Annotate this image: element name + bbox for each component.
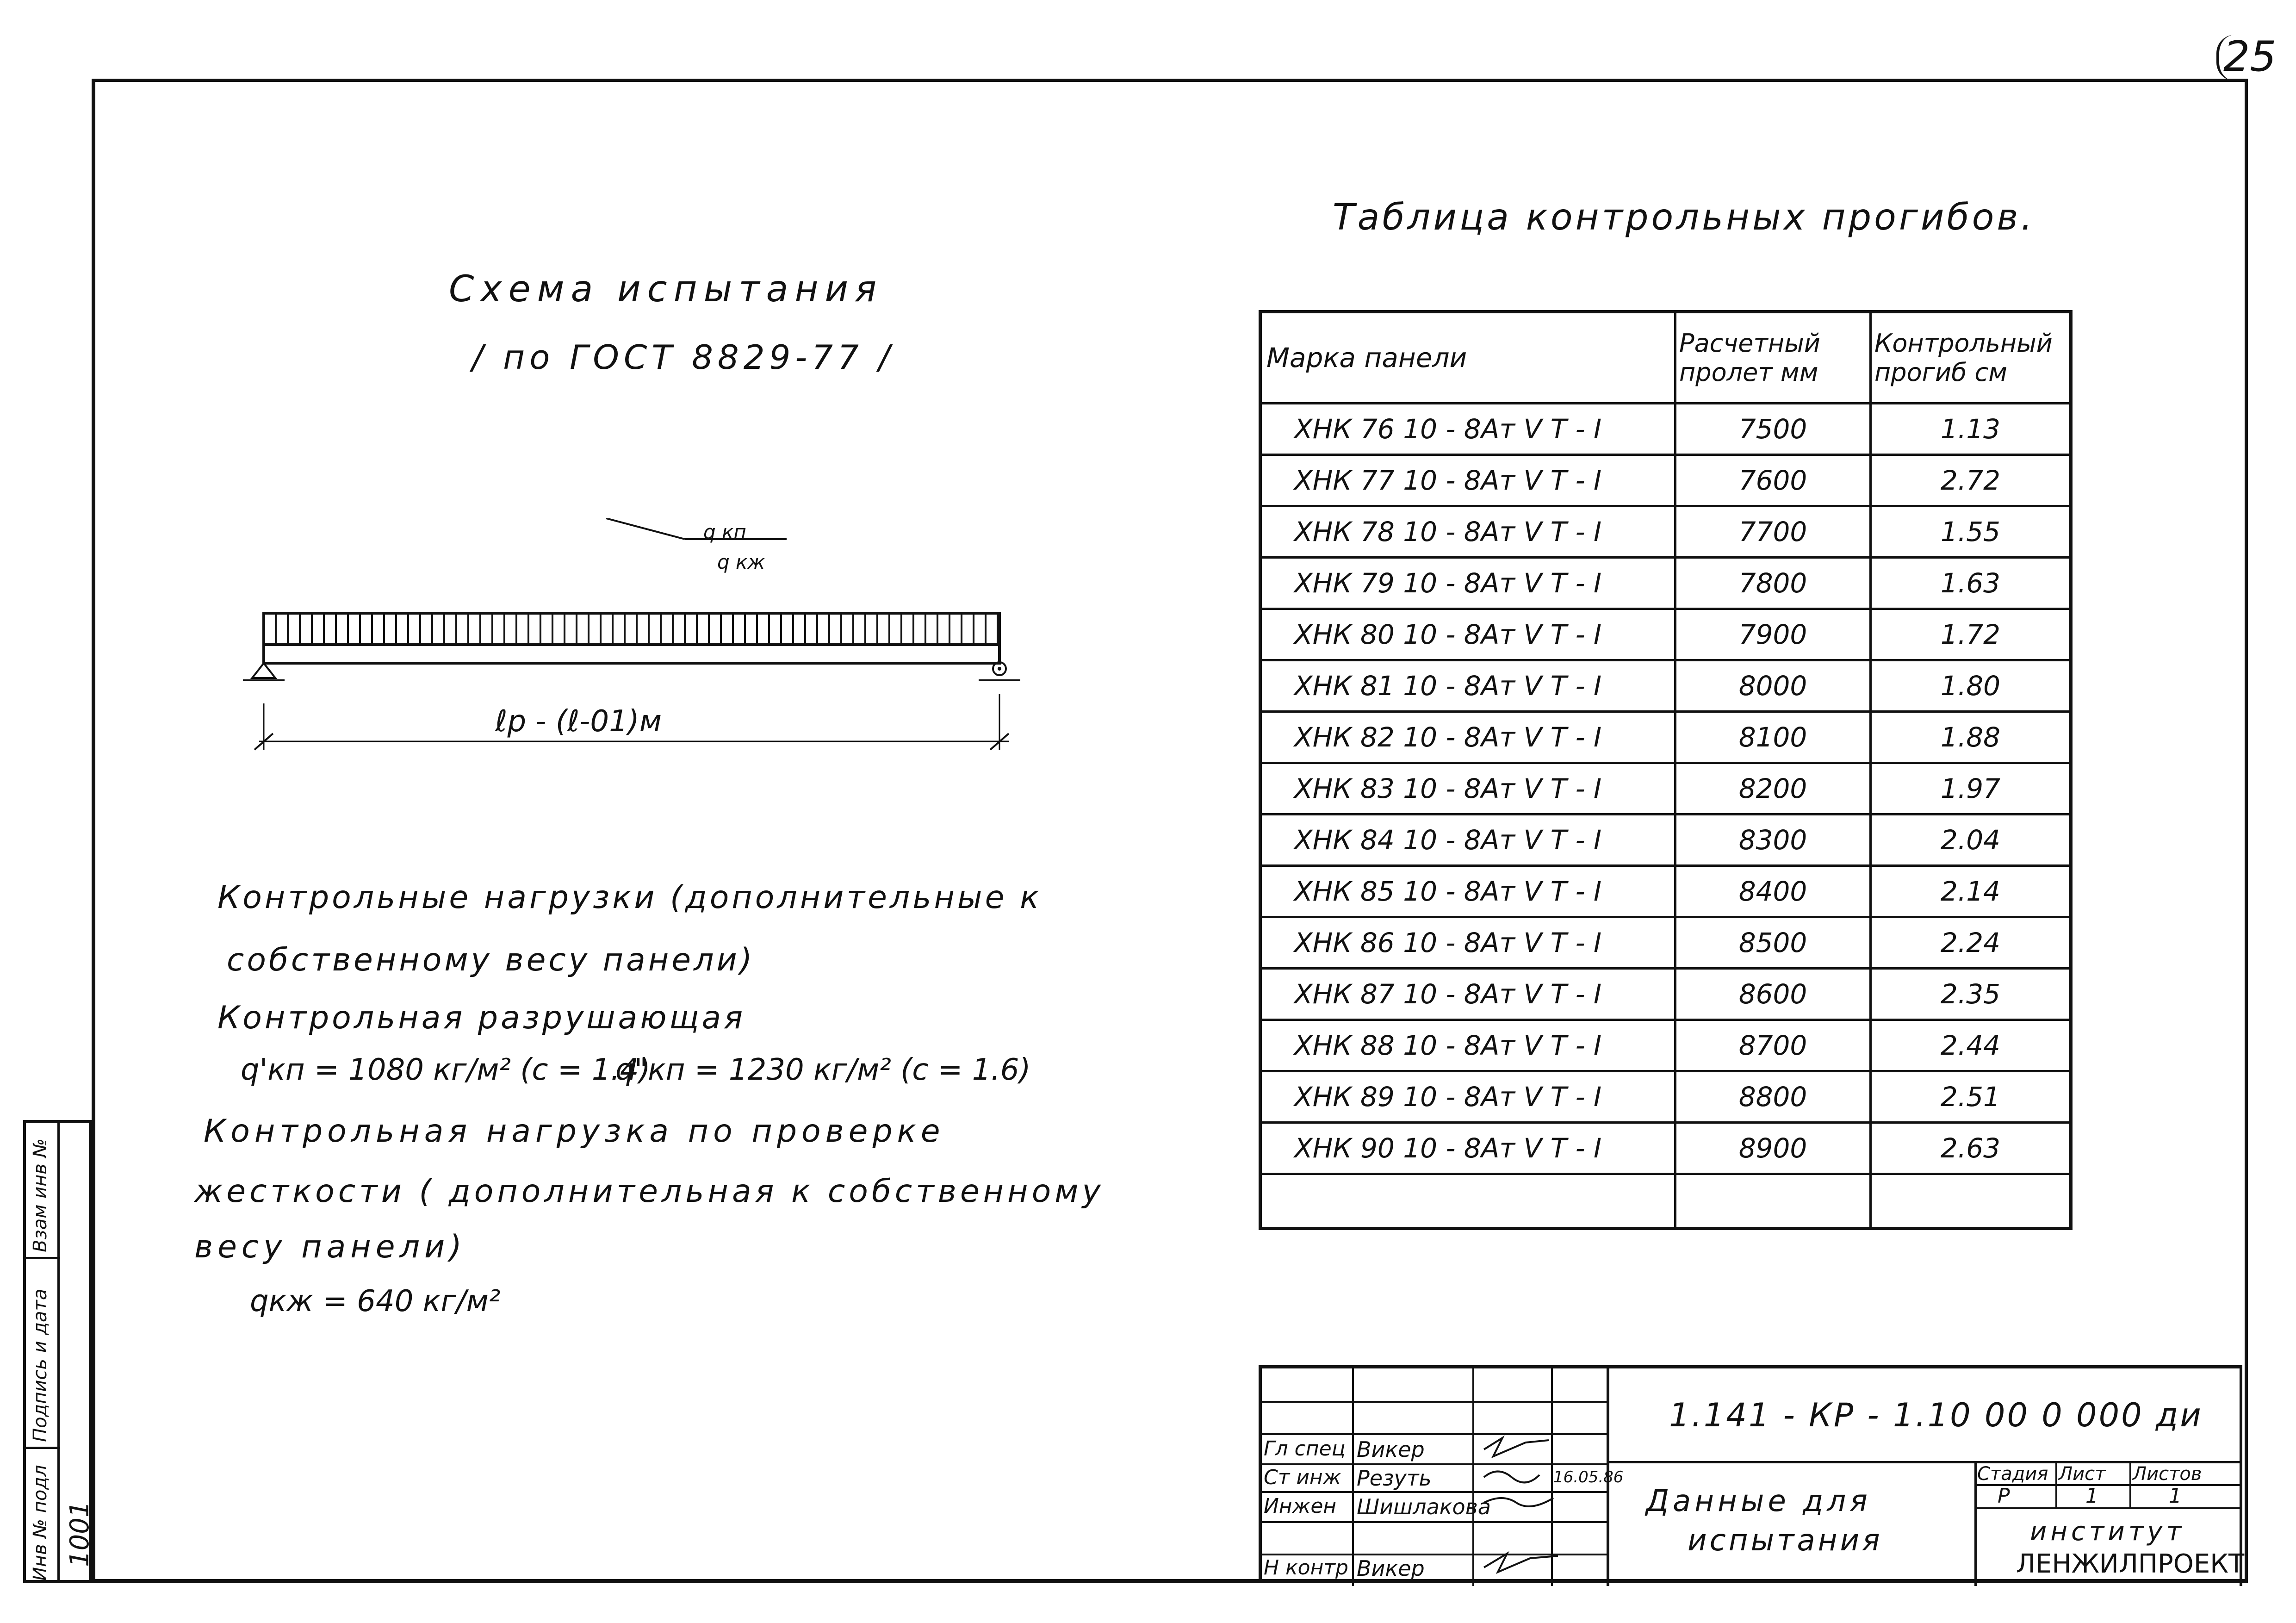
table-row <box>1260 455 2071 506</box>
cell-mark: ХНК 79 10 - 8Ат V Т - I <box>1260 558 1675 609</box>
signer-role: Ст инж <box>1264 1466 1341 1489</box>
cell-deflection: 2.51 <box>1871 1071 2071 1123</box>
beam-diagram <box>231 518 1064 777</box>
span-label: ℓр - (ℓ-01)м <box>490 704 666 739</box>
header-mark: Марка панели <box>1260 312 1675 404</box>
cell-mark: ХНК 78 10 - 8Ат V Т - I <box>1260 506 1675 558</box>
side-stamp <box>23 1120 95 1583</box>
load-label-bottom: q кж <box>717 551 765 573</box>
cell-deflection: 2.35 <box>1871 969 2071 1020</box>
cell-empty <box>1871 1174 2071 1229</box>
cell-span: 7600 <box>1675 455 1871 506</box>
table-row <box>1260 866 2071 917</box>
cell-deflection: 2.63 <box>1871 1123 2071 1174</box>
cell-deflection: 1.13 <box>1871 404 2071 455</box>
formula-stiffness: qкж = 640 кг/м² <box>250 1284 501 1318</box>
cell-span: 8200 <box>1675 763 1871 815</box>
cell-span: 8500 <box>1675 917 1871 969</box>
table-row <box>1260 1071 2071 1123</box>
cell-span: 7500 <box>1675 404 1871 455</box>
page-number: 25 <box>2223 32 2277 81</box>
table-row <box>1260 969 2071 1020</box>
cell-span: 8900 <box>1675 1123 1871 1174</box>
signature-marks <box>1475 1433 1604 1586</box>
scheme-title: Схема испытания <box>449 268 883 310</box>
org-line1: институт <box>2030 1517 2185 1547</box>
table-row-empty <box>1260 1174 2071 1229</box>
cell-mark: ХНК 81 10 - 8Ат V Т - I <box>1260 660 1675 712</box>
sheets-value: 1 <box>2169 1484 2182 1508</box>
load-label-top: q кп <box>703 521 746 543</box>
cell-mark: ХНК 83 10 - 8Ат V Т - I <box>1260 763 1675 815</box>
cell-deflection: 1.72 <box>1871 609 2071 660</box>
cell-mark: ХНК 82 10 - 8Ат V Т - I <box>1260 712 1675 763</box>
cell-span: 8700 <box>1675 1020 1871 1071</box>
header-deflection: Контрольный прогиб см <box>1871 312 2071 404</box>
table-row <box>1260 609 2071 660</box>
doc-code: 1.141 - КР - 1.10 00 0 000 ди <box>1669 1396 2203 1434</box>
notes-line2: собственному весу панели) <box>227 942 755 978</box>
cell-span: 7900 <box>1675 609 1871 660</box>
notes-line3: Контрольная разрушающая <box>217 1000 746 1036</box>
signer-name: Викер <box>1357 1437 1425 1462</box>
sheet-label: Лист <box>2059 1463 2106 1485</box>
table-row <box>1260 917 2071 969</box>
table-row <box>1260 558 2071 609</box>
signer-role: Гл спец <box>1264 1437 1346 1461</box>
notes-line6: весу панели) <box>194 1229 466 1265</box>
signer-name: Шишлакова <box>1357 1494 1491 1519</box>
deflection-table <box>1259 310 2073 1230</box>
org-line2: ЛЕНЖИЛПРОЕКТ <box>2016 1549 2245 1579</box>
signer-date: 16.05.86 <box>1553 1468 1624 1486</box>
cell-deflection: 1.63 <box>1871 558 2071 609</box>
scheme-subtitle: / по ГОСТ 8829-77 / <box>472 338 895 377</box>
table-row <box>1260 763 2071 815</box>
cell-mark: ХНК 76 10 - 8Ат V Т - I <box>1260 404 1675 455</box>
cell-deflection: 2.24 <box>1871 917 2071 969</box>
cell-deflection: 2.44 <box>1871 1020 2071 1071</box>
title-block <box>1259 1365 2245 1583</box>
cell-span: 8600 <box>1675 969 1871 1020</box>
cell-deflection: 2.14 <box>1871 866 2071 917</box>
cell-span: 8300 <box>1675 815 1871 866</box>
table-row <box>1260 506 2071 558</box>
cell-empty <box>1675 1174 1871 1229</box>
cell-mark: ХНК 77 10 - 8Ат V Т - I <box>1260 455 1675 506</box>
cell-deflection: 1.55 <box>1871 506 2071 558</box>
cell-mark: ХНК 85 10 - 8Ат V Т - I <box>1260 866 1675 917</box>
side-stamp-inv: Инв № подл <box>30 1465 51 1581</box>
table-row <box>1260 712 2071 763</box>
table-title: Таблица контрольных прогибов. <box>1333 197 2035 238</box>
cell-span: 8400 <box>1675 866 1871 917</box>
side-stamp-sign: Подпись и дата <box>30 1288 51 1442</box>
table-row <box>1260 660 2071 712</box>
cell-deflection: 1.80 <box>1871 660 2071 712</box>
cell-mark: ХНК 86 10 - 8Ат V Т - I <box>1260 917 1675 969</box>
cell-mark: ХНК 84 10 - 8Ат V Т - I <box>1260 815 1675 866</box>
cell-span: 8100 <box>1675 712 1871 763</box>
side-stamp-inv-value: 1001 <box>65 1501 95 1567</box>
cell-mark: ХНК 87 10 - 8Ат V Т - I <box>1260 969 1675 1020</box>
cell-span: 7800 <box>1675 558 1871 609</box>
signer-name: Резуть <box>1357 1466 1432 1491</box>
cell-mark: ХНК 89 10 - 8Ат V Т - I <box>1260 1071 1675 1123</box>
cell-deflection: 1.88 <box>1871 712 2071 763</box>
table-row <box>1260 404 2071 455</box>
cell-empty <box>1260 1174 1675 1229</box>
signer-role: Инжен <box>1264 1494 1337 1518</box>
table-row <box>1260 1020 2071 1071</box>
doc-title-line1: Данные для <box>1646 1484 1871 1518</box>
sheets-label: Листов <box>2133 1463 2202 1485</box>
header-span: Расчетный пролет мм <box>1675 312 1871 404</box>
table-row <box>1260 1123 2071 1174</box>
signer-name: Викер <box>1357 1556 1425 1581</box>
stage-label: Стадия <box>1977 1463 2048 1485</box>
cell-deflection: 1.97 <box>1871 763 2071 815</box>
formula-destructive-1: q'кп = 1080 кг/м² (с = 1.4) <box>241 1053 651 1087</box>
cell-span: 8000 <box>1675 660 1871 712</box>
signer-role: Н контр <box>1264 1556 1348 1579</box>
formula-destructive-2: q"кп = 1230 кг/м² (с = 1.6) <box>615 1053 1031 1087</box>
cell-span: 7700 <box>1675 506 1871 558</box>
cell-mark: ХНК 80 10 - 8Ат V Т - I <box>1260 609 1675 660</box>
doc-title-line2: испытания <box>1688 1524 1883 1558</box>
cell-span: 8800 <box>1675 1071 1871 1123</box>
side-stamp-replace: Взам инв № <box>30 1138 51 1252</box>
cell-deflection: 2.72 <box>1871 455 2071 506</box>
cell-mark: ХНК 90 10 - 8Ат V Т - I <box>1260 1123 1675 1174</box>
notes-line1: Контрольные нагрузки (дополнительные к <box>217 879 1042 916</box>
cell-mark: ХНК 88 10 - 8Ат V Т - I <box>1260 1020 1675 1071</box>
notes-line5: жесткости ( дополнительная к собственному <box>194 1173 1105 1210</box>
cell-deflection: 2.04 <box>1871 815 2071 866</box>
page-number-mark <box>2216 35 2270 81</box>
stage-value: Р <box>1998 1484 2010 1508</box>
sheet-value: 1 <box>2085 1484 2098 1508</box>
table-row <box>1260 815 2071 866</box>
notes-line4: Контрольная нагрузка по проверке <box>204 1113 945 1150</box>
